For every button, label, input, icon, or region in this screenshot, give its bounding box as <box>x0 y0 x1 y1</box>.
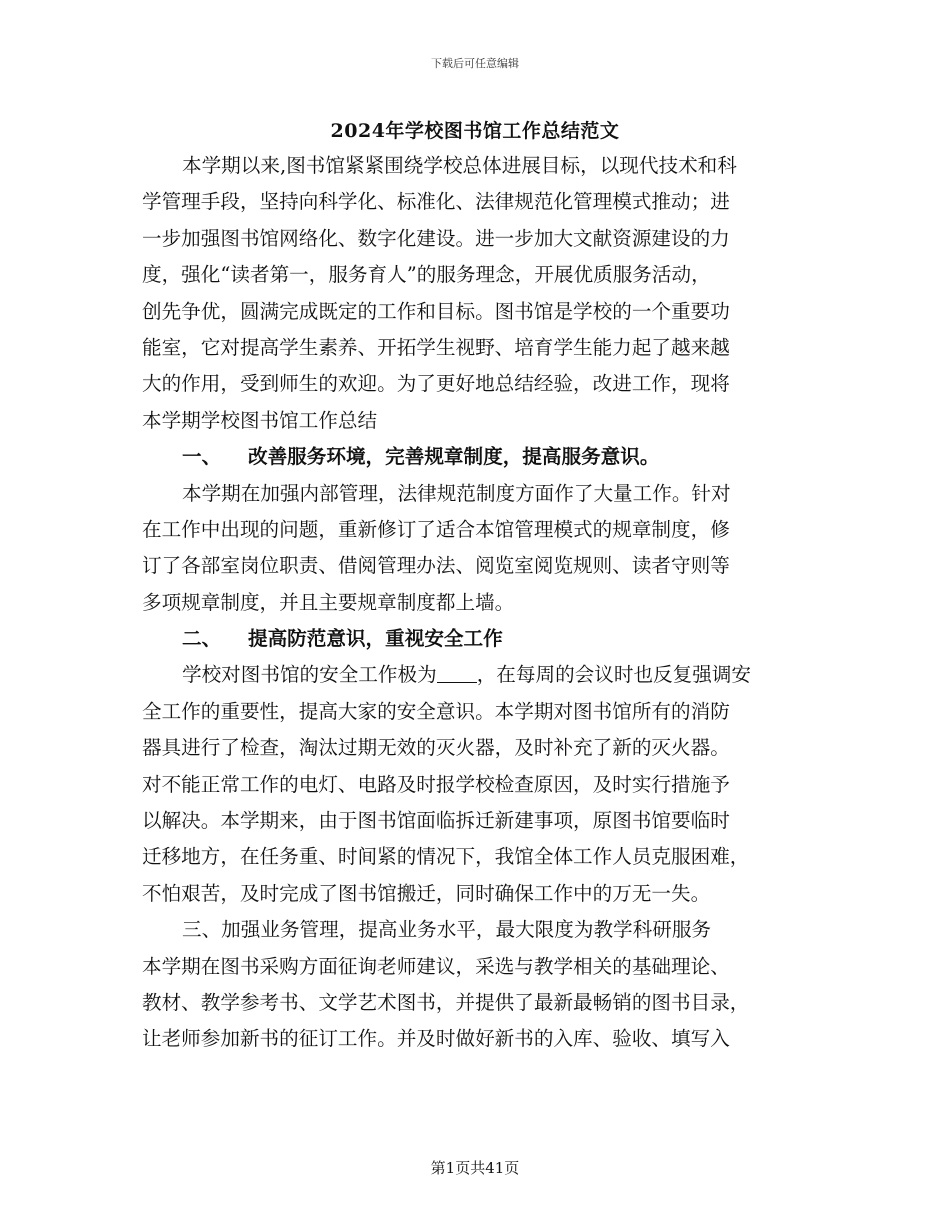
paragraph-line: 不怕艰苦，及时完成了图书馆搬迁，同时确保工作中的万无一失。 <box>142 881 711 905</box>
paragraph-line: 以解决。本学期来，由于图书馆面临拆迁新建事项，原图书馆要临时 <box>142 809 730 833</box>
paragraph-text: ，在每周的会议时也反复强调安 <box>476 663 752 687</box>
section-heading-text: 提高防范意识，重视安全工作 <box>248 627 503 651</box>
paragraph-line: 教材、教学参考书、文学艺术图书，并提供了最新最畅销的图书目录， <box>142 990 750 1014</box>
section-number: 一、 <box>182 445 222 469</box>
section-heading-text: 改善服务环境，完善规章制度，提高服务意识。 <box>248 445 660 469</box>
paragraph-line: 让老师参加新书的征订工作。并及时做好新书的入库、验收、填写入 <box>142 1027 730 1051</box>
paragraph-line: 本学期以来,图书馆紧紧围绕学校总体进展目标，以现代技术和科 <box>182 154 737 177</box>
paragraph-line: 订了各部室岗位职责、借阅管理办法、阅览室阅览规则、读者守则等 <box>142 554 730 578</box>
header-note: 下载后可任意编辑 <box>431 57 519 70</box>
paragraph-line: 对不能正常工作的电灯、电路及时报学校检查原因，及时实行措施予 <box>142 772 730 796</box>
paragraph-line: 在工作中出现的问题，重新修订了适合本馆管理模式的规章制度，修 <box>142 517 730 541</box>
paragraph-text: 学校对图书馆的安全工作极为 <box>182 663 437 687</box>
paragraph-line: 度，强化“读者第一，服务育人”的服务理念，开展优质服务活动， <box>142 263 711 287</box>
section-heading-1 <box>142 439 808 475</box>
paragraph-line <box>142 657 808 693</box>
paragraph-line: 创先争优，圆满完成既定的工作和目标。图书馆是学校的一个重要功 <box>142 299 730 323</box>
paragraph-line: 本学期在加强内部管理，法律规范制度方面作了大量工作。针对 <box>182 481 731 505</box>
paragraph-line: 多项规章制度，并且主要规章制度都上墙。 <box>142 590 515 614</box>
section-number: 二、 <box>182 627 222 651</box>
paragraph-line: 迁移地方，在任务重、时间紧的情况下，我馆全体工作人员克服困难， <box>142 845 750 869</box>
paragraph-line: 学管理手段，坚持向科学化、标准化、法律规范化管理模式推动；进 <box>142 190 730 214</box>
document-body <box>142 148 808 1058</box>
section-heading-3: 三、加强业务管理，提高业务水平，最大限度为教学科研服务 <box>182 918 712 942</box>
paragraph-line: 能室，它对提高学生素养、开拓学生视野、培育学生能力起了越来越 <box>142 335 730 359</box>
section-heading-2 <box>142 621 808 657</box>
paragraph-line: 全工作的重要性，提高大家的安全意识。本学期对图书馆所有的消防 <box>142 699 730 723</box>
page-footer: 第1页共41页 <box>430 1159 520 1177</box>
paragraph-line: 大的作用，受到师生的欢迎。为了更好地总结经验，改进工作，现将 <box>142 372 730 396</box>
paragraph-line: 器具进行了检查，淘汰过期无效的灭火器，及时补充了新的灭火器。 <box>142 736 730 760</box>
document-title: 2024年学校图书馆工作总结范文 <box>330 120 620 142</box>
paragraph-line: 本学期学校图书馆工作总结 <box>142 408 378 432</box>
paragraph-line: 一步加强图书馆网络化、数字化建设。进一步加大文献资源建设的力 <box>142 226 730 250</box>
fill-in-blank <box>437 660 477 683</box>
paragraph-line: 本学期在图书采购方面征询老师建议，采选与教学相关的基础理论、 <box>142 954 730 978</box>
